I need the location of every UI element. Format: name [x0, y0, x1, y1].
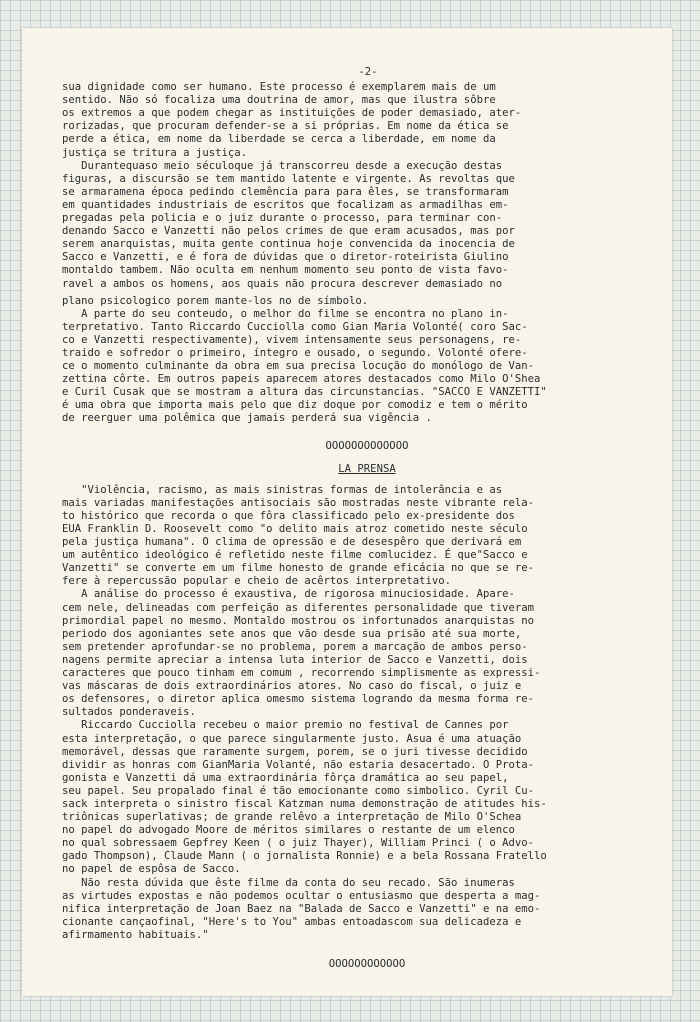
separator-bottom: OOOOOOOOOOOO — [328, 958, 406, 970]
text-line: plano psicologico porem mante-los no de símbolo. — [62, 294, 369, 307]
typed-page — [22, 28, 672, 996]
text-line: pregadas pela policia e o juiz durante o processo, para terminar con- — [62, 212, 503, 225]
text-line: dividir as honras com GianMaria Volanté, não estaria desacertado. O Prota- — [62, 758, 534, 771]
text-line: no papel de espôsa de Sacco. — [62, 863, 241, 876]
text-line: os extremos a que podem chegar as instituições de poder demasiado, ater- — [62, 107, 522, 120]
text-line: se armaramena época pedindo clemência para para êles, se transformaram — [62, 185, 509, 198]
page-number: -2- — [358, 66, 378, 78]
text-line: periodo dos agoniantes sete anos que vão desde sua prisão até sua morte, — [62, 627, 522, 640]
text-line: memorável, dessas que raramente surgem, porem, se o juri tivesse decidido — [62, 745, 528, 758]
separator-top: OOOOOOOOOOOOO — [325, 439, 409, 452]
text-line: ravel a ambos os homens, aos quais não procura descrever demasiado no — [62, 277, 503, 290]
text-line: nagens permite apreciar a intensa luta interior de Sacco e Vanzetti, dois — [62, 653, 528, 666]
text-line: primordial papel no mesmo. Montaldo mostrou os infortunados anarquistas no — [62, 614, 534, 627]
text-line: Riccardo Cucciolla recebeu o maior premio no festival de Cannes por — [62, 719, 509, 732]
text-line: to histórico que recorda o que fôra classificado pelo ex-presidente dos — [62, 509, 515, 522]
text-line: é uma obra que importa mais pelo que diz doque por comodiz e tem o mérito — [62, 399, 528, 412]
text-line: mais variadas manifestações antisociais são mostradas neste vibrante rela- — [62, 496, 534, 509]
text-line: denando Sacco e Vanzetti não pelos crimes de que eram acusados, mas por — [62, 225, 515, 238]
text-line: perde a ética, em nome da liberdade se cerca a liberdade, em nome da — [62, 133, 496, 146]
text-line: no qual sobressaem Gepfrey Keen ( o juiz Thayer), William Princi ( o Advo- — [62, 837, 534, 850]
text-line: Não resta dúvida que êste filme da conta do seu recado. São inumeras — [62, 876, 515, 889]
text-line: vas máscaras de dois extraordinários atores. No caso do fiscal, o juiz e — [62, 680, 522, 693]
text-line: traido e sofredor o primeiro, íntegro e ousado, o segundo. Volonté ofere- — [62, 346, 528, 359]
text-line: e Curil Cusak que se mostram a altura das circunstancias. "SACCO E VANZETTI" — [62, 386, 547, 399]
text-line: figuras, a discursão se tem mantido latente e virgente. As revoltas que — [62, 172, 515, 185]
text-line: cionante cançaofinal, "Here's to You" ambas entoadascom sua delicadeza e — [62, 915, 522, 928]
page-content — [62, 66, 654, 971]
text-line: nifica interpretação de Joan Baez na "Balada de Sacco e Vanzetti" e na emo- — [62, 902, 541, 915]
text-line: em quantidades industriais de escritos que focalizam as armadilhas em- — [62, 198, 509, 211]
text-line: afirmamento habituais." — [62, 928, 209, 941]
text-line: os defensores, o diretor aplica omesmo sistema logrando da mesma forma re- — [62, 693, 534, 706]
text-line: de reerguer uma polêmica que jamais perderá sua vigência . — [62, 412, 432, 425]
text-line: sultados ponderaveis. — [62, 706, 196, 719]
text-line: sentido. Não só focaliza uma doutrina de amor, mas que ilustra sôbre — [62, 94, 496, 107]
text-line: ce o momento culminante da obra em sua precisa locução do monólogo de Van- — [62, 360, 534, 373]
text-line: A parte do seu conteudo, o melhor do filme se encontra no plano in- — [62, 307, 509, 320]
text-line: esta interpretação, o que parece singularmente justo. Asua é uma atuação — [62, 732, 522, 745]
text-line: no papel do advogado Moore de méritos similares o restante de um elenco — [62, 824, 515, 837]
text-line: zettina côrte. Em outros papeis aparecem atores destacados como Milo O'Shea — [62, 373, 541, 386]
text-line: justiça se tritura a justiça. — [62, 146, 247, 159]
text-line: montaldo tambem. Não oculta em nenhum momento seu ponto de vista favo- — [62, 264, 509, 277]
text-line: triônicas superlativas; de grande relêvo a interpretação de Milo O'Schea — [62, 811, 522, 824]
text-line: fere à repercussão popular e cheio de acêrtos interpretativo. — [62, 575, 452, 588]
paragraph-block-2 — [62, 295, 654, 426]
text-line: gonista e Vanzetti dá uma extraordinária fôrça dramática ao seu papel, — [62, 771, 509, 784]
paragraph-block-3 — [62, 484, 654, 942]
text-line: A análise do processo é exaustiva, de rigorosa minuciosidade. Apare- — [62, 588, 515, 601]
paragraph-block-1 — [62, 81, 654, 291]
text-line: um autêntico ideológico é refletido neste filme comlucidez. É que"Sacco e — [62, 549, 528, 562]
text-line: cem nele, delineadas com perfeição as diferentes personalidade que tiveram — [62, 601, 534, 614]
text-line: "Violência, racismo, as mais sinistras formas de intolerância e as — [62, 483, 503, 496]
text-line: serem anarquistas, muita gente continua hoje convencida da inocencia de — [62, 238, 515, 251]
text-line: sua dignidade como ser humano. Este processo é exemplarem mais de um — [62, 81, 496, 94]
text-line: Vanzetti" se converte em um filme honesto de grande eficácia no que se re- — [62, 562, 534, 575]
text-line: gado Thompson), Claude Mann ( o jornalista Ronnie) e a bela Rossana Fratello — [62, 850, 547, 863]
text-line: as virtudes expostas e não podemos ocultar o entusiasmo que desperta a mag- — [62, 889, 541, 902]
text-line: sack interpreta o sinistro fiscal Katzman numa demonstração de atitudes his- — [62, 797, 547, 810]
text-line: caracteres que pouco tinham em comum , recorrendo simplismente as expressi- — [62, 667, 541, 680]
text-line: co e Vanzetti respectivamente), vivem intensamente seus personagens, re- — [62, 333, 522, 346]
text-line: sem pretender aprofundar-se no problema, porem a marcação de ambos perso- — [62, 640, 528, 653]
text-line: rorizadas, que procuram defender-se a si próprias. Em nome da ética se — [62, 120, 509, 133]
section-title: LA PRENSA — [338, 462, 396, 475]
text-line: EUA Franklin D. Roosevelt como "o delito mais atroz cometido neste século — [62, 523, 528, 535]
text-line: Durantequaso meio séculoque já transcorreu desde a execução destas — [62, 159, 503, 172]
text-line: terpretativo. Tanto Riccardo Cucciolla como Gian Maria Volonté( coro Sac- — [62, 320, 528, 333]
text-line: pela justiça humana". O clima de opressão e de desespêro que derivará em — [62, 536, 522, 549]
text-line: Sacco e Vanzetti, e é fora de dúvidas que o diretor-roteirista Giulino — [62, 251, 509, 264]
text-line: seu papel. Seu propalado final é tão emocionante como simbolico. Cyril Cu- — [62, 784, 534, 797]
